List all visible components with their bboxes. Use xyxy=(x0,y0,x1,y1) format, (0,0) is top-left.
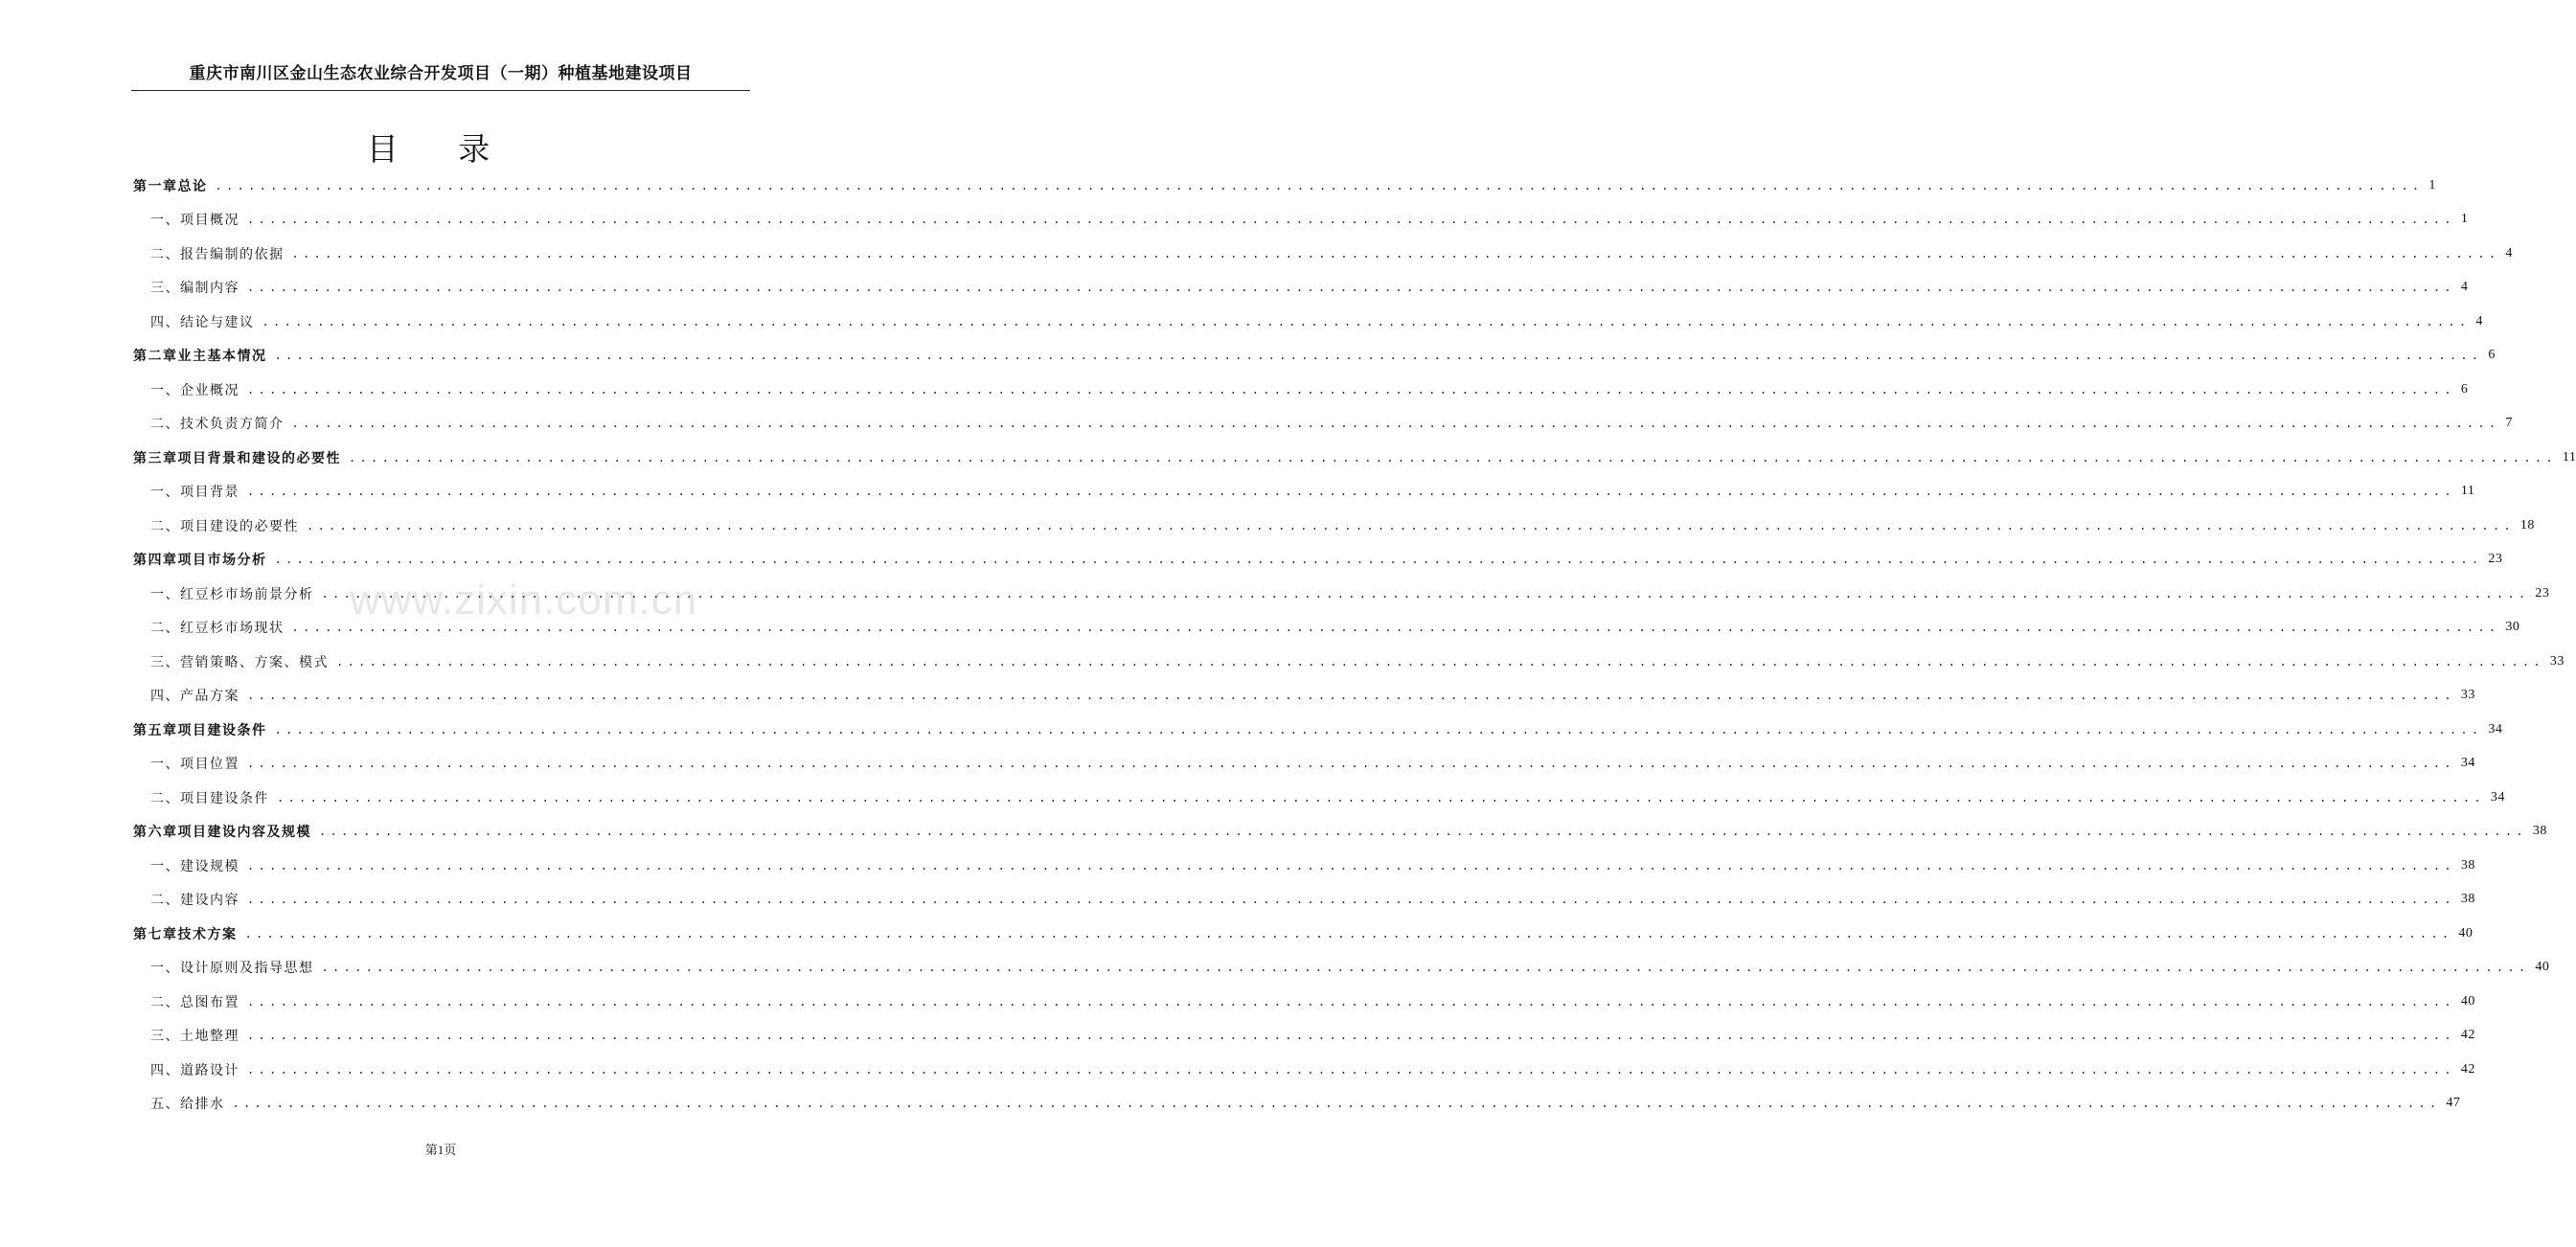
toc-chapter-number: 第四章 xyxy=(133,553,178,569)
toc-entry-title: 技术方案 xyxy=(177,926,238,942)
toc-leader-dots: ........................................................................................................................................................................................................ xyxy=(247,1062,2455,1077)
toc-leader-dots: ........................................................................................................................................................................................................ xyxy=(247,485,2455,499)
toc-page-number: 6 xyxy=(2488,348,2496,363)
toc-section-entry[interactable] xyxy=(133,611,2520,646)
toc-page-number: 23 xyxy=(2488,552,2503,567)
toc-leader-dots: ........................................................................................................................................................................................................ xyxy=(291,417,2500,431)
toc-entry-title: 项目市场分析 xyxy=(177,553,267,569)
toc-page-number: 38 xyxy=(2532,824,2547,839)
toc-chapter-entry[interactable] xyxy=(133,441,2576,475)
toc-entry-title: 一、项目背景 xyxy=(150,485,239,501)
toc-section-entry[interactable] xyxy=(133,1087,2461,1122)
page-header: 重庆市南川区金山生态农业综合开发项目（一期）种植基地建设项目 xyxy=(131,59,750,91)
toc-entry-title: 五、给排水 xyxy=(150,1097,225,1113)
toc-chapter-entry[interactable] xyxy=(133,543,2503,578)
toc-page-number: 42 xyxy=(2460,1028,2475,1043)
toc-leader-dots: ........................................................................................................................................................................................................ xyxy=(247,382,2455,397)
toc-page-number: 40 xyxy=(2460,993,2475,1009)
toc-chapter-number: 第六章 xyxy=(133,825,178,841)
toc-entry-title: 一、红豆杉市场前景分析 xyxy=(150,586,314,602)
toc-section-entry[interactable] xyxy=(133,747,2475,782)
toc-chapter-entry[interactable] xyxy=(133,169,2436,203)
toc-page-number: 4 xyxy=(2475,313,2483,329)
toc-section-entry[interactable] xyxy=(133,271,2469,306)
toc-section-entry[interactable] xyxy=(133,203,2469,238)
toc-entry-title: 二、技术负责方简介 xyxy=(150,417,285,433)
toc-section-entry[interactable] xyxy=(133,577,2550,611)
page-footer: 第1页 xyxy=(424,1143,457,1157)
toc-page-number: 34 xyxy=(2488,721,2503,737)
toc-section-entry[interactable] xyxy=(133,883,2475,918)
toc-page-number: 1 xyxy=(2460,212,2469,227)
table-of-contents xyxy=(133,169,2576,1121)
toc-leader-dots: ........................................................................................................................................................................................................ xyxy=(247,689,2455,703)
toc-leader-dots: ........................................................................................................................................................................................................ xyxy=(321,586,2530,601)
toc-page-number: 42 xyxy=(2460,1061,2475,1077)
toc-leader-dots: ........................................................................................................................................................................................................ xyxy=(247,893,2455,907)
toc-page-number: 6 xyxy=(2460,381,2469,397)
toc-section-entry[interactable] xyxy=(133,645,2565,679)
toc-chapter-number: 第一章 xyxy=(133,178,178,194)
toc-leader-dots: ........................................................................................................................................................................................................ xyxy=(247,213,2455,227)
toc-page-number: 38 xyxy=(2460,857,2475,873)
toc-entry-title: 二、项目建设条件 xyxy=(150,790,269,806)
toc-leader-dots: ........................................................................................................................................................................................................ xyxy=(247,858,2455,873)
toc-entry-title: 四、产品方案 xyxy=(150,689,239,705)
toc-page-number: 1 xyxy=(2428,177,2436,193)
toc-page-number: 38 xyxy=(2460,892,2475,907)
toc-page-number: 7 xyxy=(2505,416,2513,431)
toc-entry-title: 一、项目位置 xyxy=(150,757,239,773)
toc-entry-title: 项目建设内容及规模 xyxy=(177,825,311,841)
toc-page-number: 34 xyxy=(2460,756,2475,771)
toc-chapter-number: 第七章 xyxy=(133,926,178,942)
toc-chapter-number: 第三章 xyxy=(133,450,178,466)
toc-page-number: 40 xyxy=(2458,925,2473,941)
toc-entry-title: 项目背景和建设的必要性 xyxy=(177,450,341,466)
toc-section-entry[interactable] xyxy=(133,679,2475,714)
toc-leader-dots: ........................................................................................................................................................................................................ xyxy=(232,1097,2441,1111)
toc-entry-title: 一、设计原则及指导思想 xyxy=(150,961,314,977)
toc-chapter-entry[interactable] xyxy=(133,339,2496,374)
page-title: 目 录 xyxy=(366,130,515,168)
toc-leader-dots: ........................................................................................................................................................................................................ xyxy=(247,994,2455,1009)
toc-entry-title: 二、项目建设的必要性 xyxy=(150,518,299,534)
toc-leader-dots: ........................................................................................................................................................................................................ xyxy=(319,825,2527,839)
toc-section-entry[interactable] xyxy=(133,407,2513,442)
toc-leader-dots: ........................................................................................................................................................................................................ xyxy=(262,314,2471,329)
toc-section-entry[interactable] xyxy=(133,373,2469,407)
toc-leader-dots: ........................................................................................................................................................................................................ xyxy=(349,450,2557,465)
toc-leader-dots: ........................................................................................................................................................................................................ xyxy=(274,722,2483,737)
toc-page-number: 47 xyxy=(2446,1096,2461,1111)
toc-section-entry[interactable] xyxy=(133,1019,2475,1054)
toc-entry-title: 总论 xyxy=(177,178,208,194)
toc-entry-title: 三、土地整理 xyxy=(150,1029,239,1045)
watermark: www.zixin.com.cn xyxy=(350,577,698,624)
toc-page-number: 30 xyxy=(2505,620,2520,635)
toc-chapter-number: 第二章 xyxy=(133,349,178,365)
toc-section-entry[interactable] xyxy=(133,781,2505,815)
toc-leader-dots: ........................................................................................................................................................................................................ xyxy=(215,178,2424,193)
toc-chapter-entry[interactable] xyxy=(133,815,2547,850)
toc-page-number: 11 xyxy=(2562,449,2576,465)
toc-section-entry[interactable] xyxy=(133,849,2475,883)
toc-leader-dots: ........................................................................................................................................................................................................ xyxy=(307,518,2515,533)
toc-entry-title: 三、营销策略、方案、模式 xyxy=(150,654,329,670)
toc-section-entry[interactable] xyxy=(133,509,2535,543)
toc-section-entry[interactable] xyxy=(133,1053,2475,1087)
toc-entry-title: 三、编制内容 xyxy=(150,281,239,297)
toc-entry-title: 四、道路设计 xyxy=(150,1062,239,1078)
toc-entry-title: 一、建设规模 xyxy=(150,858,239,874)
toc-leader-dots: ........................................................................................................................................................................................................ xyxy=(321,961,2530,975)
toc-page-number: 34 xyxy=(2490,789,2505,805)
toc-leader-dots: ........................................................................................................................................................................................................ xyxy=(247,757,2455,771)
toc-entry-title: 项目建设条件 xyxy=(177,722,267,738)
toc-entry-title: 二、红豆杉市场现状 xyxy=(150,621,285,637)
toc-page-number: 33 xyxy=(2549,653,2565,669)
toc-page-number: 4 xyxy=(2505,245,2513,261)
toc-leader-dots: ........................................................................................................................................................................................................ xyxy=(274,553,2483,567)
toc-page-number: 4 xyxy=(2460,280,2469,295)
toc-leader-dots: ........................................................................................................................................................................................................ xyxy=(244,926,2453,941)
toc-page-number: 18 xyxy=(2519,517,2535,533)
toc-entry-title: 业主基本情况 xyxy=(177,349,267,365)
toc-section-entry[interactable] xyxy=(133,475,2475,510)
toc-page-number: 23 xyxy=(2535,585,2550,601)
toc-leader-dots: ........................................................................................................................................................................................................ xyxy=(247,1029,2455,1043)
toc-chapter-number: 第五章 xyxy=(133,722,178,738)
toc-leader-dots: ........................................................................................................................................................................................................ xyxy=(291,246,2500,261)
toc-page-number: 11 xyxy=(2460,484,2475,499)
toc-entry-title: 二、建设内容 xyxy=(150,893,239,909)
toc-leader-dots: ........................................................................................................................................................................................................ xyxy=(291,621,2500,635)
toc-chapter-entry[interactable] xyxy=(133,917,2473,951)
toc-entry-title: 二、报告编制的依据 xyxy=(150,246,285,262)
toc-section-entry[interactable] xyxy=(133,985,2475,1019)
toc-entry-title: 一、企业概况 xyxy=(150,382,239,398)
toc-entry-title: 四、结论与建议 xyxy=(150,314,255,330)
toc-leader-dots: ........................................................................................................................................................................................................ xyxy=(274,349,2483,363)
toc-leader-dots: ........................................................................................................................................................................................................ xyxy=(247,281,2455,295)
toc-entry-title: 一、项目概况 xyxy=(150,213,239,229)
toc-leader-dots: ........................................................................................................................................................................................................ xyxy=(336,654,2544,669)
toc-entry-title: 二、总图布置 xyxy=(150,994,239,1010)
toc-chapter-entry[interactable] xyxy=(133,713,2503,747)
toc-page-number: 33 xyxy=(2460,688,2475,703)
toc-section-entry[interactable] xyxy=(133,305,2483,339)
toc-section-entry[interactable] xyxy=(133,237,2513,271)
toc-page-number: 40 xyxy=(2535,960,2550,975)
toc-section-entry[interactable] xyxy=(133,951,2550,986)
toc-leader-dots: ........................................................................................................................................................................................................ xyxy=(277,790,2485,805)
